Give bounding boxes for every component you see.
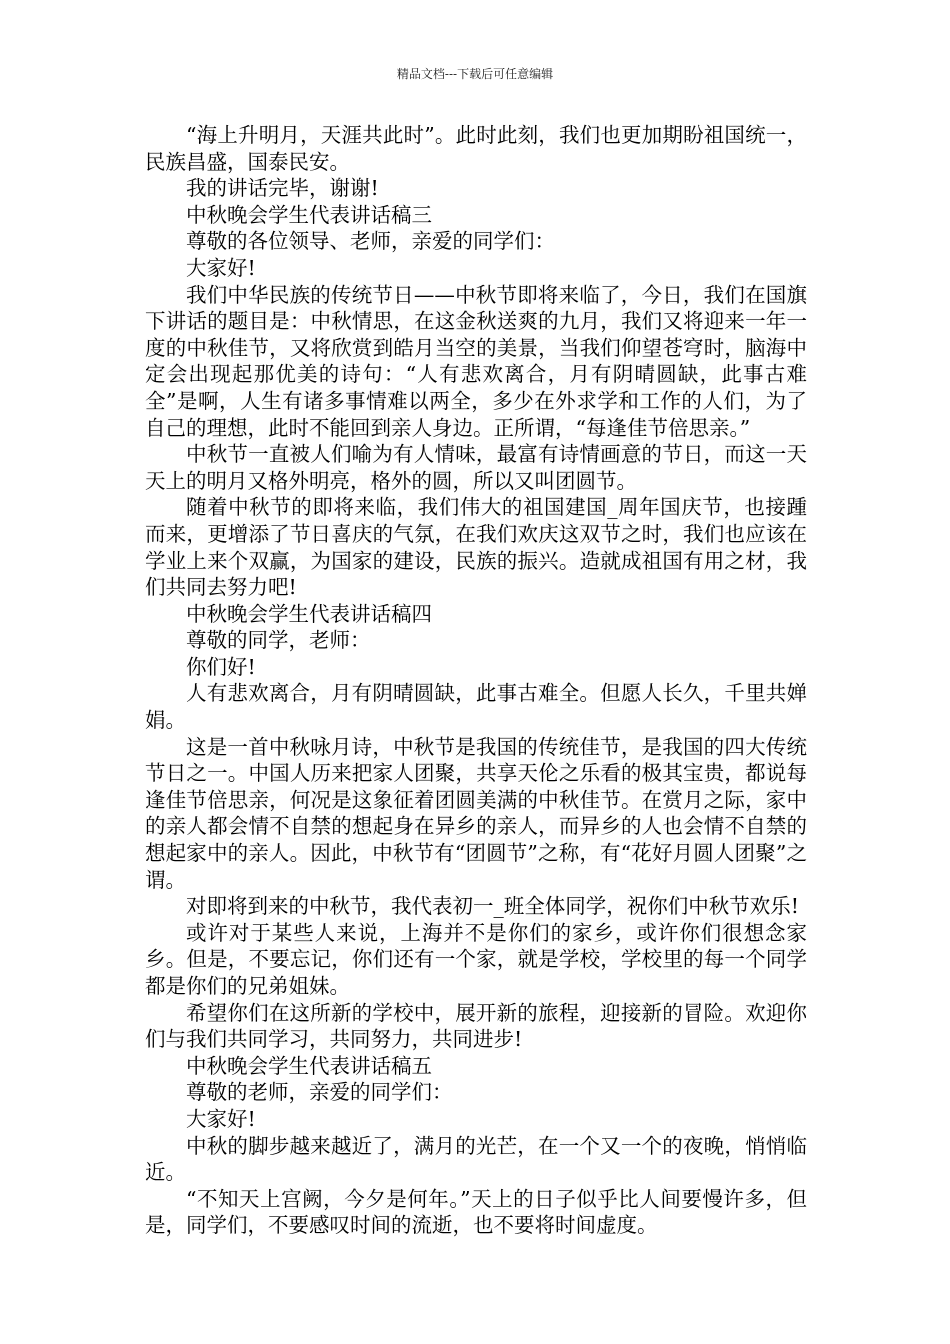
paragraph: 希望你们在这所新的学校中，展开新的旅程，迎接新的冒险。欢迎你们与我们共同学习，共同努力，共同进步! [145,1000,807,1052]
document-body [145,122,807,1239]
salutation: 尊敬的同学，老师： [186,628,371,653]
section-title: 中秋晚会学生代表讲话稿五 [186,1053,432,1078]
salutation: 尊敬的各位领导、老师，亲爱的同学们： [186,229,555,254]
paragraph: “不知天上宫阙，今夕是何年。”天上的日子似乎比人间要慢许多，但是，同学们，不要感叹时间的流逝，也不要将时间虚度。 [145,1186,807,1238]
paragraph: 或许对于某些人来说，上海并不是你们的家乡，或许你们很想念家乡。但是，不要忘记，你们还有一个家，就是学校，学校里的每一个同学都是你们的兄弟姐妹。 [145,920,807,998]
page-header: 精品文档---下载后可任意编辑 [396,67,554,81]
paragraph: 我们中华民族的传统节日——中秋节即将来临了，今日，我们在国旗下讲话的题目是：中秋情思，在这金秋送爽的九月，我们又将迎来一年一度的中秋佳节，又将欣赏到皓月当空的美景，当我们仰望苍穹时，脑海中定会出现起那优美的诗句：“人有悲欢离合，月有阴晴圆缺，此事古难全”是啊，人生有诸多事情难以两全，多少在外求学和工作的人们，为了自己的理想，此时不能回到亲人身边。正所谓，“每逢佳节倍思亲。” [145,282,807,440]
salutation: 尊敬的老师，亲爱的同学们： [186,1080,453,1105]
paragraph: 对即将到来的中秋节，我代表初一_班全体同学，祝你们中秋节欢乐! [186,894,799,919]
greeting: 大家好! [186,255,256,280]
paragraph: “海上升明月，天涯共此时”。此时此刻，我们也更加期盼祖国统一，民族昌盛，国泰民安。 [145,123,807,174]
section-title: 中秋晚会学生代表讲话稿三 [186,202,432,227]
greeting: 大家好! [186,1106,256,1131]
greeting: 你们好! [186,654,256,679]
paragraph: 人有悲欢离合，月有阴晴圆缺，此事古难全。但愿人长久，千里共婵娟。 [145,681,807,733]
paragraph: 中秋的脚步越来越近了，满月的光芒，在一个又一个的夜晚，悄悄临近。 [145,1133,807,1185]
paragraph: 这是一首中秋咏月诗，中秋节是我国的传统佳节，是我国的四大传统节日之一。中国人历来把家人团聚，共享天伦之乐看的极其宝贵，都说每逢佳节倍思亲，何况是这象征着团圆美满的中秋佳节。在赏月之际，家中的亲人都会情不自禁的想起身在异乡的亲人，而异乡的人也会情不自禁的想起家中的亲人。因此，中秋节有“团圆节”之称，有“花好月圆人团聚”之谓。 [145,734,807,892]
paragraph: 随着中秋节的即将来临，我们伟大的祖国建国_周年国庆节，也接踵而来，更增添了节日喜庆的气氛，在我们欢庆这双节之时，我们也应该在学业上来个双赢，为国家的建设，民族的振兴。造就成祖国有用之材，我们共同去努力吧! [145,495,807,600]
section-title: 中秋晚会学生代表讲话稿四 [186,601,432,626]
paragraph: 中秋节一直被人们喻为有人情味，最富有诗情画意的节日，而这一天天上的明月又格外明亮，格外的圆，所以又叫团圆节。 [145,442,807,493]
paragraph: 我的讲话完毕，谢谢! [186,176,379,201]
